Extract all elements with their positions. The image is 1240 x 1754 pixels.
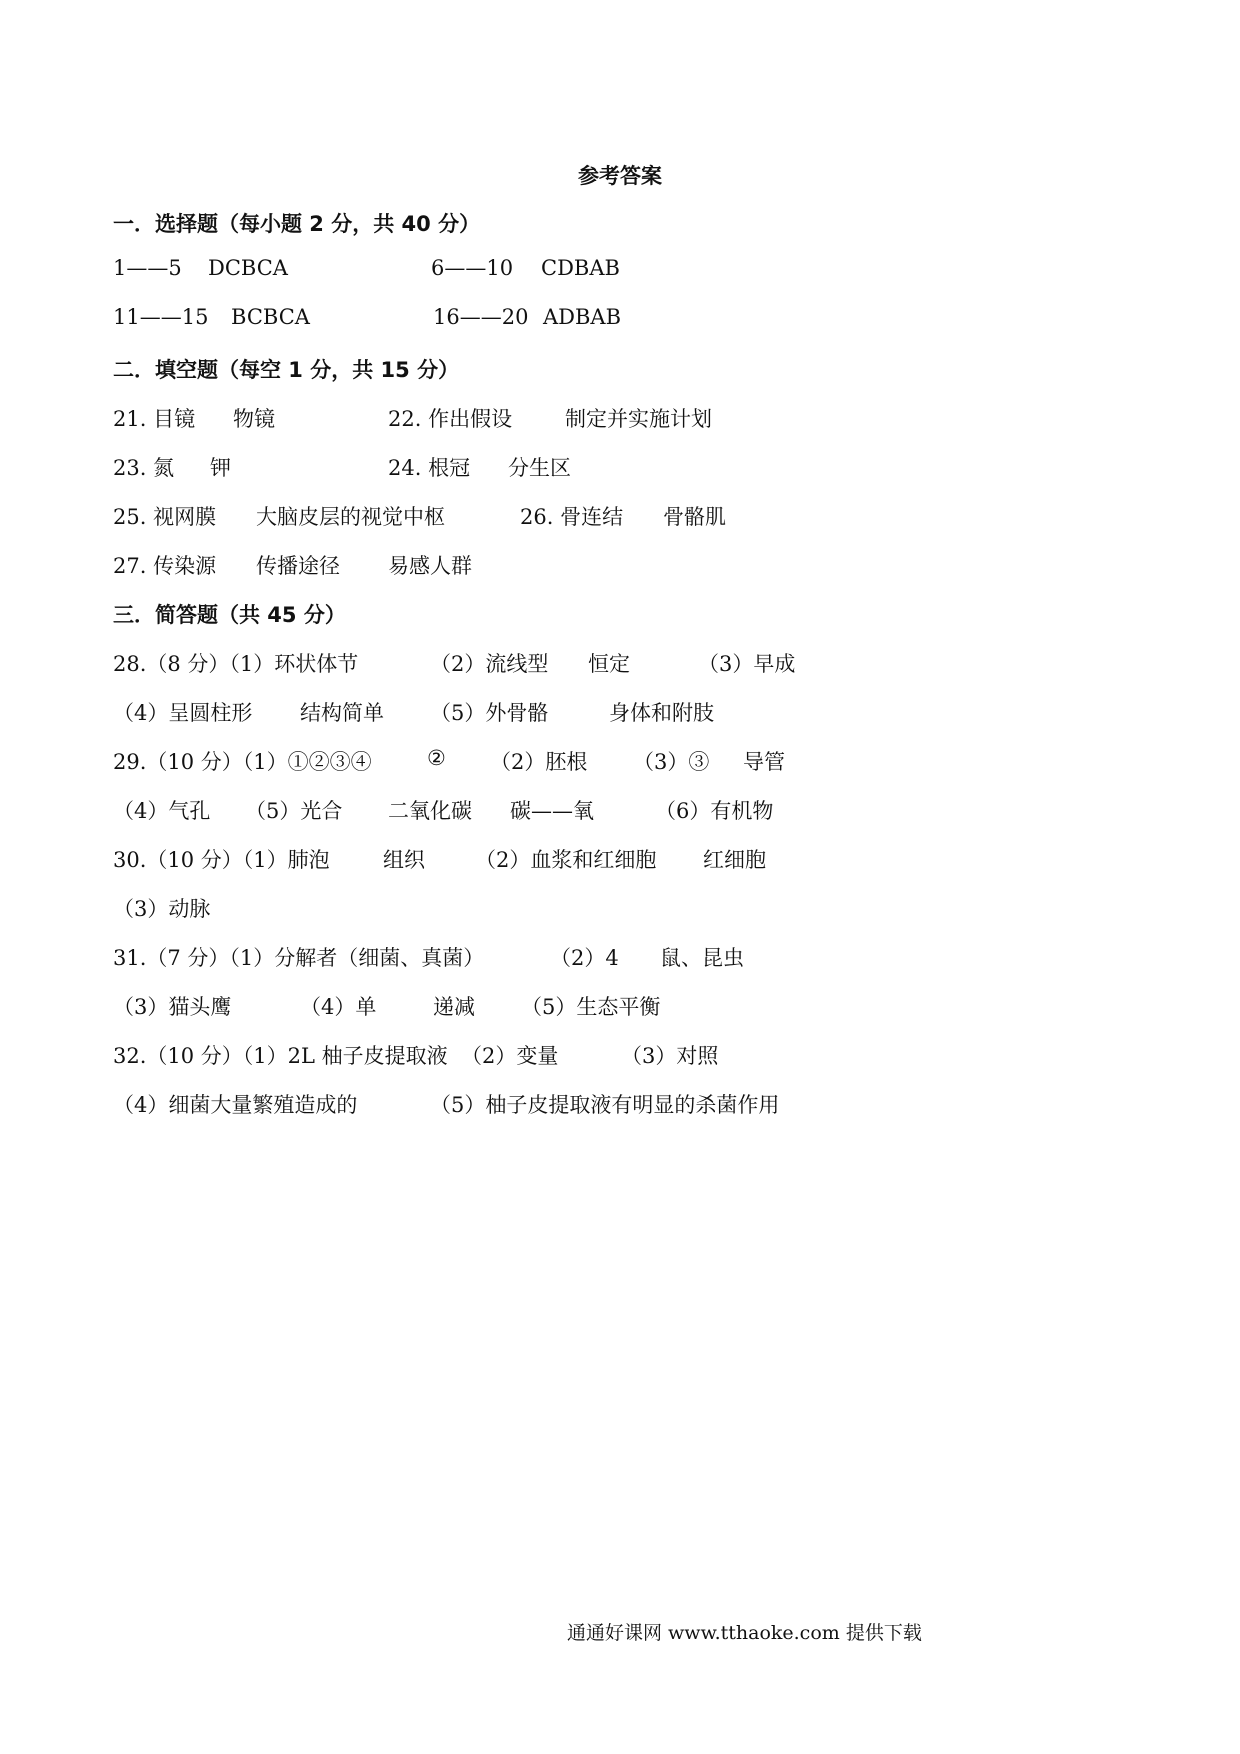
short-answer: 恒定 — [588, 652, 630, 676]
answer-range: 6——10 — [431, 256, 514, 280]
short-answer: （2）变量 — [461, 1044, 559, 1068]
short-answer: 29.（10 分）（1）①②③④ — [113, 750, 372, 774]
short-answer: （2）4 — [550, 946, 619, 970]
fill-answer: 25. 视网膜 — [113, 505, 217, 529]
short-answer: 32.（10 分）（1）2L 柚子皮提取液 — [113, 1044, 448, 1068]
short-answer: （3）动脉 — [113, 897, 211, 921]
short-answer: （4）呈圆柱形 — [113, 701, 253, 725]
section-heading-fill: 二．填空题（每空 1 分，共 15 分） — [113, 358, 460, 382]
answer-range: 16——20 — [433, 305, 529, 329]
short-answer: （3）猫头鹰 — [113, 995, 232, 1019]
short-answer: （2）胚根 — [490, 750, 588, 774]
short-answer: （5）外骨骼 — [430, 701, 549, 725]
short-answer: （4）细菌大量繁殖造成的 — [113, 1093, 358, 1117]
short-answer: （4）单 — [300, 995, 377, 1019]
short-answer: （3）③ — [633, 750, 710, 774]
section-heading-short-answer: 三．简答题（共 45 分） — [113, 603, 346, 627]
short-answer: （5）柚子皮提取液有明显的杀菌作用 — [430, 1093, 780, 1117]
short-answer: 结构简单 — [300, 701, 384, 725]
short-answer: 红细胞 — [703, 848, 766, 872]
short-answer: （5）光合 — [245, 799, 343, 823]
fill-answer: 24. 根冠 — [388, 456, 471, 480]
short-answer: （6）有机物 — [655, 799, 774, 823]
short-answer: （3）早成 — [698, 652, 796, 676]
short-answer: 递减 — [433, 995, 475, 1019]
fill-answer: 分生区 — [508, 456, 571, 480]
fill-answer: 骨骼肌 — [663, 505, 726, 529]
short-answer: 二氧化碳 — [388, 799, 472, 823]
answer-range: 1——5 — [113, 256, 182, 280]
fill-answer: 21. 目镜 — [113, 407, 196, 431]
short-answer: （2）流线型 — [430, 652, 549, 676]
short-answer: 组织 — [383, 848, 425, 872]
fill-answer: 物镜 — [233, 407, 275, 431]
short-answer: 28.（8 分）（1）环状体节 — [113, 652, 359, 676]
short-answer: 鼠、昆虫 — [660, 946, 744, 970]
fill-answer: 22. 作出假设 — [388, 407, 513, 431]
footer-source-note: 通通好课网 www.tthaoke.com 提供下载 — [567, 1622, 922, 1644]
section-heading-choice: 一．选择题（每小题 2 分，共 40 分） — [113, 212, 481, 236]
fill-answer: 23. 氮 — [113, 456, 175, 480]
fill-answer: 传播途径 — [256, 554, 340, 578]
answer-letters: BCBCA — [231, 305, 310, 329]
short-answer: 碳——氧 — [510, 799, 594, 823]
short-answer: 30.（10 分）（1）肺泡 — [113, 848, 330, 872]
fill-answer: 大脑皮层的视觉中枢 — [256, 505, 445, 529]
short-answer: （2）血浆和红细胞 — [475, 848, 657, 872]
fill-answer: 27. 传染源 — [113, 554, 217, 578]
fill-answer: 易感人群 — [388, 554, 472, 578]
fill-answer: 26. 骨连结 — [520, 505, 624, 529]
short-answer: 导管 — [743, 750, 785, 774]
fill-answer: 钾 — [210, 456, 231, 480]
page-title: 参考答案 — [578, 164, 662, 188]
answer-letters: ADBAB — [543, 305, 622, 329]
short-answer: ② — [427, 746, 446, 770]
answer-range: 11——15 — [113, 305, 209, 329]
short-answer: （5）生态平衡 — [521, 995, 661, 1019]
answer-letters: DCBCA — [208, 256, 288, 280]
short-answer: 身体和附肢 — [609, 701, 714, 725]
short-answer: （4）气孔 — [113, 799, 211, 823]
short-answer: 31.（7 分）（1）分解者（细菌、真菌） — [113, 946, 485, 970]
short-answer: （3）对照 — [621, 1044, 719, 1068]
answer-letters: CDBAB — [541, 256, 620, 280]
fill-answer: 制定并实施计划 — [565, 407, 712, 431]
